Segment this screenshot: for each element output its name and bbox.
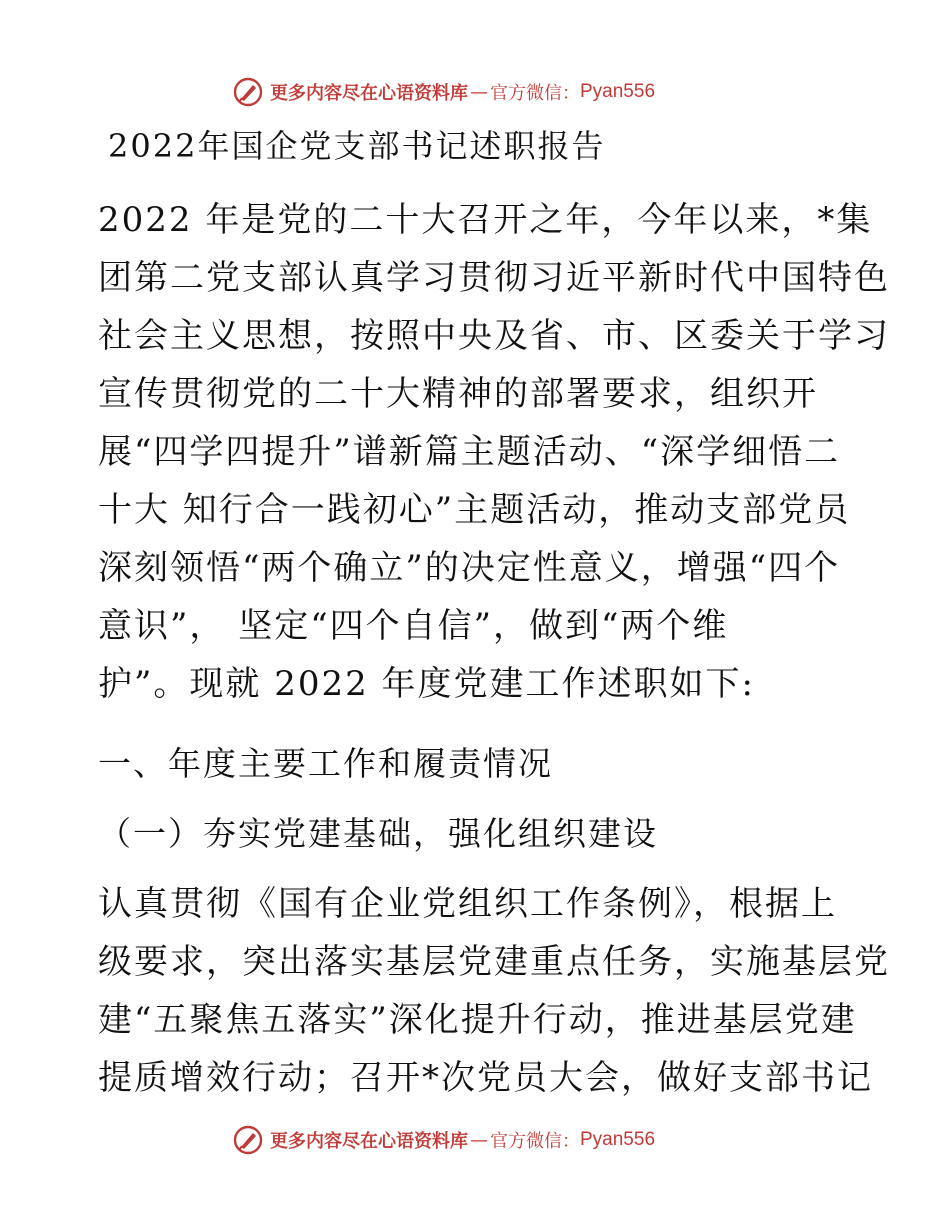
watermark-wechat-id: Pyan556: [580, 81, 656, 102]
quill-pen-logo-icon: [232, 76, 264, 108]
watermark-dash: —: [470, 81, 488, 103]
subsection-heading-1: （一）夯实党建基础，强化组织建设: [98, 814, 658, 853]
watermark-header: [232, 74, 655, 110]
watermark-wechat-label: 官方微信：: [490, 1131, 580, 1152]
body-line-9: 护”。现就 2022 年度党建工作述职如下:: [98, 664, 755, 704]
body-line-5: 展“四学四提升”谱新篇主题活动、“深学细悟二: [98, 432, 841, 472]
body-line-3: 社会主义思想，按照中央及省、市、区委关于学习: [98, 316, 890, 356]
body-line-4: 宣传贯彻党的二十大精神的部署要求，组织开: [98, 374, 818, 414]
body-line-12: 建“五聚焦五落实”深化提升行动，推进基层党建: [98, 1000, 857, 1040]
body-line-6: 十大 知行合一践初心”主题活动，推动支部党员: [98, 490, 851, 530]
document-title: 2022年国企党支部书记述职报告: [108, 127, 606, 165]
body-line-11: 级要求，突出落实基层党建重点任务，实施基层党: [98, 942, 890, 982]
body-line-1: 2022 年是党的二十大召开之年，今年以来，*集: [98, 200, 873, 240]
section-heading-1: 一、年度主要工作和履责情况: [98, 744, 553, 783]
watermark-site-text: 更多内容尽在心语资料库: [270, 83, 468, 104]
watermark-wechat-id: Pyan556: [580, 1129, 656, 1150]
body-line-13: 提质增效行动；召开*次党员大会，做好支部书记: [98, 1058, 873, 1098]
body-line-2: 团第二党支部认真学习贯彻习近平新时代中国特色: [98, 258, 890, 298]
quill-pen-logo-icon: [232, 1124, 264, 1156]
body-line-10: 认真贯彻《国有企业党组织工作条例》，根据上: [98, 884, 837, 924]
body-line-7: 深刻领悟“两个确立”的决定性意义，增强“四个: [98, 548, 841, 588]
watermark-wechat-label: 官方微信：: [490, 83, 580, 104]
body-line-8: 意识”， 坚定“四个自信”，做到“两个维: [98, 606, 729, 646]
watermark-dash: —: [470, 1129, 488, 1151]
watermark-footer: [232, 1122, 655, 1158]
watermark-site-text: 更多内容尽在心语资料库: [270, 1131, 468, 1152]
